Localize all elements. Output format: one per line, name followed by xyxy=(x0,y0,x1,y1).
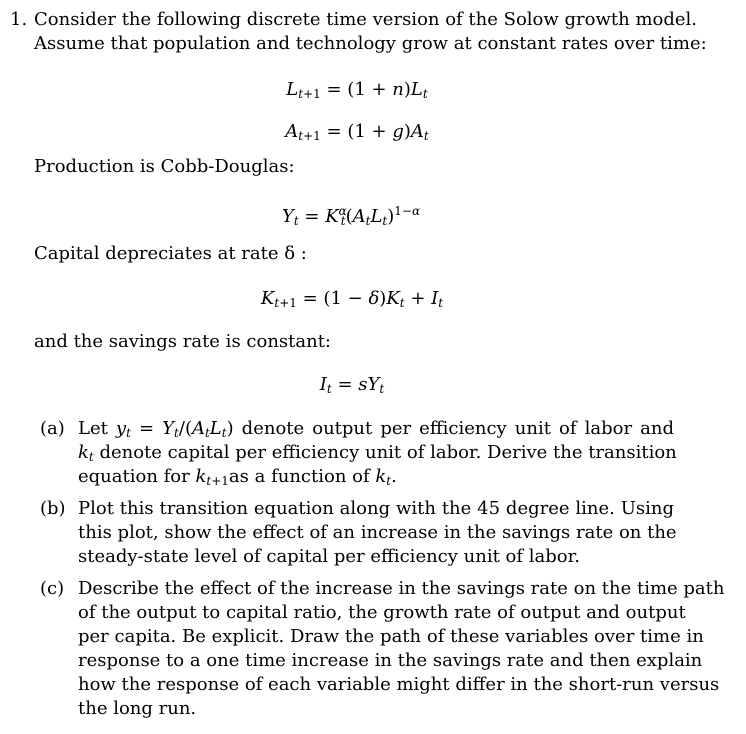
part-b-line-1: Plot this transition equation along with the 45 degree line. Using xyxy=(78,498,674,519)
problem-number: 1. xyxy=(10,9,28,30)
intro-line-1: Consider the following discrete time version of the Solow growth model. xyxy=(34,9,698,30)
part-c-line-3: per capita. Be explicit. Draw the path of these variables over time in xyxy=(78,626,704,647)
part-a-line-3: equation for $k_{t+1}as$ a function of $k_t$. xyxy=(78,466,397,488)
part-b-line-3: steady-state level of capital per efficiency unit of labor. xyxy=(78,546,580,567)
equation-investment: $I_t = sY_t$ xyxy=(319,374,385,396)
part-c-label: (c) xyxy=(40,578,65,599)
part-a-line-2: $k_t$ denote capital per efficiency unit of labor. Derive the transition xyxy=(78,442,677,464)
part-c-line-1: Describe the effect of the increase in the savings rate on the time path xyxy=(78,578,725,599)
depreciation-intro: Capital depreciates at rate δ : xyxy=(34,243,307,264)
production-intro: Production is Cobb-Douglas: xyxy=(34,156,295,177)
equation-capital: $K_{t+1} = (1 - \delta)K_t + I_t$ xyxy=(260,288,444,310)
intro-line-2: Assume that population and technology grow at constant rates over time: xyxy=(34,33,707,54)
part-a-line-1: Let $y_t = Y_t/(A_tL_t)$ denote output per efficiency unit of labor and xyxy=(78,418,674,440)
savings-intro: and the savings rate is constant: xyxy=(34,331,331,352)
equation-population: $L_{t+1} = (1 + n)L_t$ xyxy=(286,79,428,101)
equation-production: $Y_t = K^\alpha_t(A_tL_t)^{1-\alpha}$ xyxy=(281,204,421,228)
part-a-label: (a) xyxy=(40,418,65,439)
part-b-label: (b) xyxy=(40,498,66,519)
part-c-line-5: how the response of each variable might differ in the short-run versus xyxy=(78,674,720,695)
part-c-line-6: the long run. xyxy=(78,698,197,719)
part-b-line-2: this plot, show the effect of an increase in the savings rate on the xyxy=(78,522,677,543)
part-c-line-4: response to a one time increase in the savings rate and then explain xyxy=(78,650,703,671)
equation-technology: $A_{t+1} = (1 + g)A_t$ xyxy=(285,121,429,143)
part-c-line-2: of the output to capital ratio, the growth rate of output and output xyxy=(78,602,686,623)
